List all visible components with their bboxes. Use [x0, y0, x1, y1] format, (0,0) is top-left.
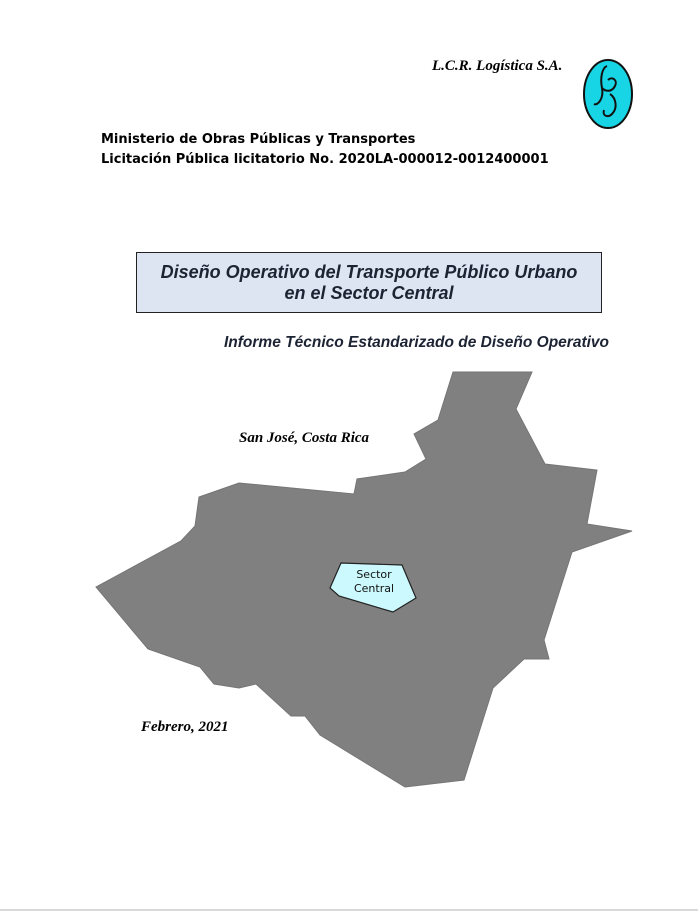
- sector-central-label: [336, 568, 412, 596]
- page-bottom-divider: [0, 909, 698, 911]
- location-label: San José, Costa Rica: [239, 430, 370, 446]
- header-block: [101, 130, 549, 170]
- title-line-1: Diseño Operativo del Transporte Público Urbano: [160, 261, 578, 282]
- company-name: L.C.R. Logística S.A.: [432, 58, 563, 74]
- sector-label-line-2: Central: [353, 582, 395, 595]
- title-line-2: en el Sector Central: [284, 282, 454, 303]
- document-subtitle: Informe Técnico Estandarizado de Diseño Operativo: [224, 334, 610, 351]
- document-title: [136, 252, 602, 313]
- lcr-logo-icon: [582, 58, 634, 130]
- document-date: Febrero, 2021: [141, 719, 229, 735]
- ministry-name: Ministerio de Obras Públicas y Transportes: [101, 132, 416, 147]
- tender-number: Licitación Pública licitatorio No. 2020LA-000012-0012400001: [101, 152, 549, 167]
- sector-label-line-1: Sector: [356, 568, 392, 581]
